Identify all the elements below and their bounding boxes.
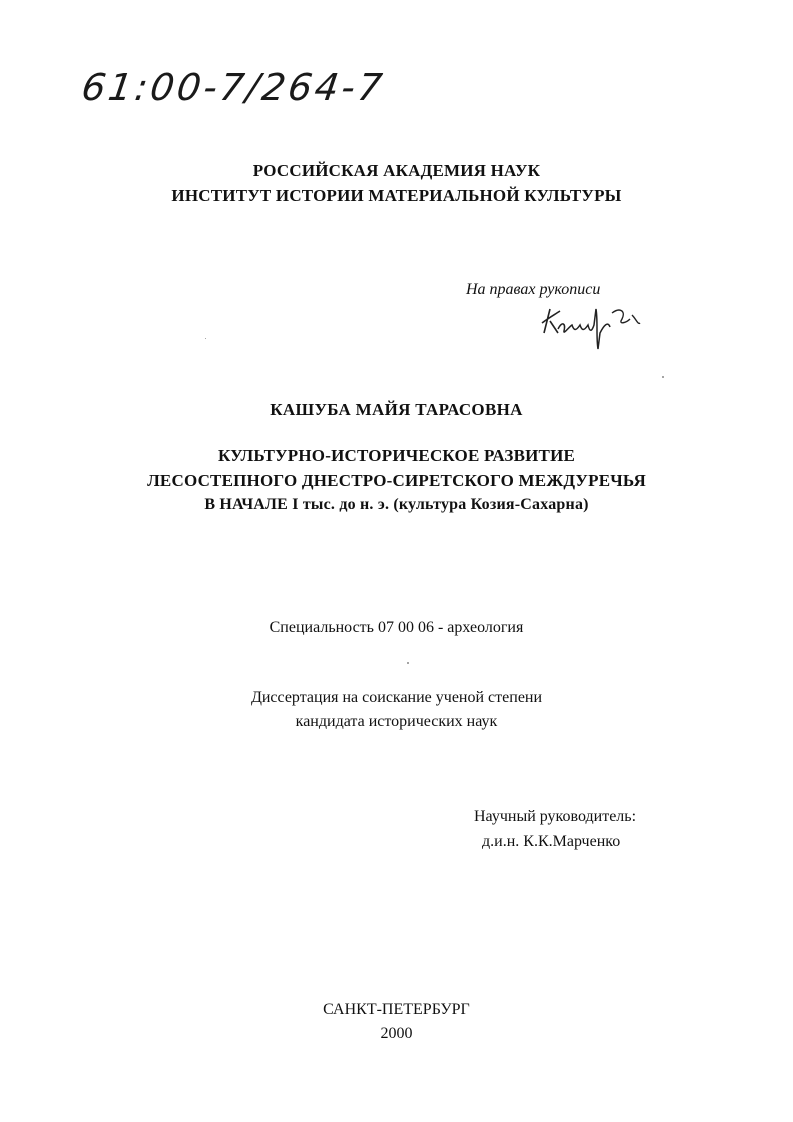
city: САНКТ-ПЕТЕРБУРГ xyxy=(323,1001,470,1018)
institute-name: ИНСТИТУТ ИСТОРИИ МАТЕРИАЛЬНОЙ КУЛЬТУРЫ xyxy=(171,186,622,205)
specialty-line: Специальность 07 00 06 - археология xyxy=(269,619,524,636)
rights-note: На правах рукописи xyxy=(466,281,601,298)
author-signature xyxy=(536,297,646,355)
year: 2000 xyxy=(380,1025,413,1042)
dissertation-line-1: Диссертация на соискание ученой степени xyxy=(250,689,543,706)
dissertation-line-2: кандидата исторических наук xyxy=(295,713,498,730)
author-name: КАШУБА МАЙЯ ТАРАСОВНА xyxy=(270,400,523,419)
title-line-1: КУЛЬТУРНО-ИСТОРИЧЕСКОЕ РАЗВИТИЕ xyxy=(217,446,576,465)
supervisor-label: Научный руководитель: xyxy=(474,808,637,825)
academy-name: РОССИЙСКАЯ АКАДЕМИЯ НАУК xyxy=(252,161,541,180)
scan-speck xyxy=(407,662,409,664)
supervisor-name: д.и.н. К.К.Марченко xyxy=(482,833,621,850)
title-line-3: В НАЧАЛЕ I тыс. до н. э. (культура Козия-Сахарна) xyxy=(204,496,589,513)
catalog-number-stamp: 61:00-7/264-7 xyxy=(78,66,388,109)
scan-speck xyxy=(662,376,664,378)
title-line-2: ЛЕСОСТЕПНОГО ДНЕСТРО-СИРЕТСКОГО МЕЖДУРЕЧЬЯ xyxy=(147,471,646,490)
scan-speck xyxy=(205,338,206,339)
